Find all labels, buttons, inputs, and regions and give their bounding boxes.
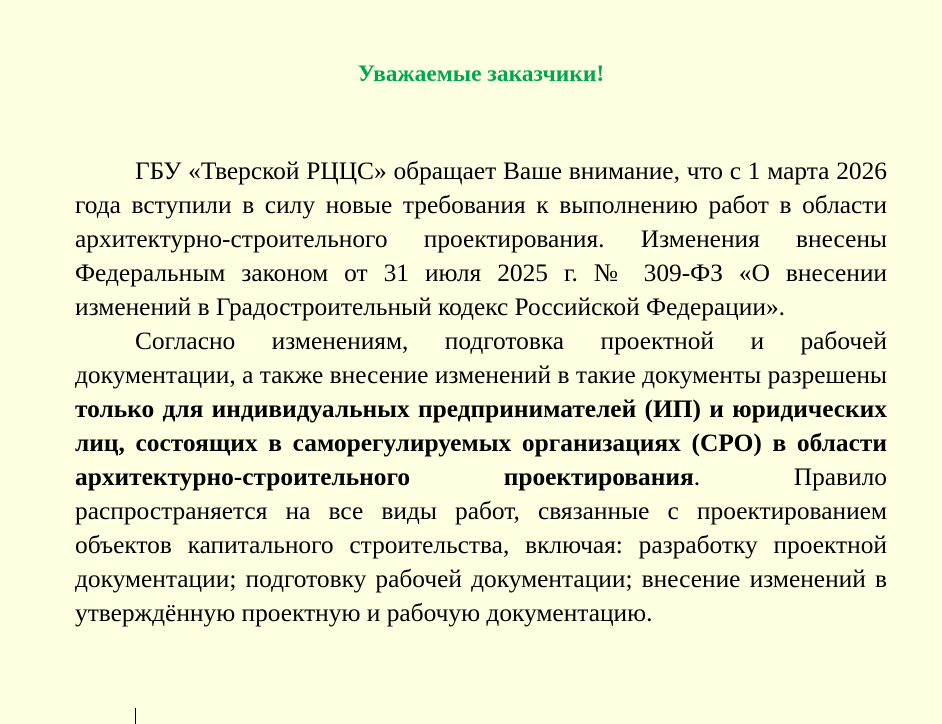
paragraph-2-intro: Согласно изменениям, подготовка проектной и рабочей документации, а также внесение изменений в такие документы разрешены	[75, 327, 887, 389]
paragraph-2-rest: . Правило распространяется на все виды работ, связанные с проектированием объектов капитального строительства, включая: разработку проектной документации; подготовку рабочей документации; внесение изменений в утверждённую проектную и рабочую документацию.	[75, 463, 887, 627]
document-page	[75, 0, 887, 724]
notice-body	[75, 154, 887, 630]
paragraph-1: ГБУ «Тверской РЦЦС» обращает Ваше внимание, что с 1 марта 2026 года вступили в силу новые требования к выполнению работ в области архитектурно-строительного проектирования. Изменения внесены Федеральным законом от 31 июля 2025 г. № 309-ФЗ «О внесении изменений в Градостроительный кодекс Российской Федерации».	[75, 157, 887, 321]
paragraph-2-bold-requirement: только для индивидуальных предпринимателей (ИП) и юридических лиц, состоящих в саморегулируемых организациях (СРО) в области архитектурно-строительного проектирования	[75, 395, 887, 491]
paragraph-2	[75, 324, 887, 630]
notice-title: Уважаемые заказчики!	[357, 61, 605, 87]
text-cursor	[135, 708, 136, 724]
